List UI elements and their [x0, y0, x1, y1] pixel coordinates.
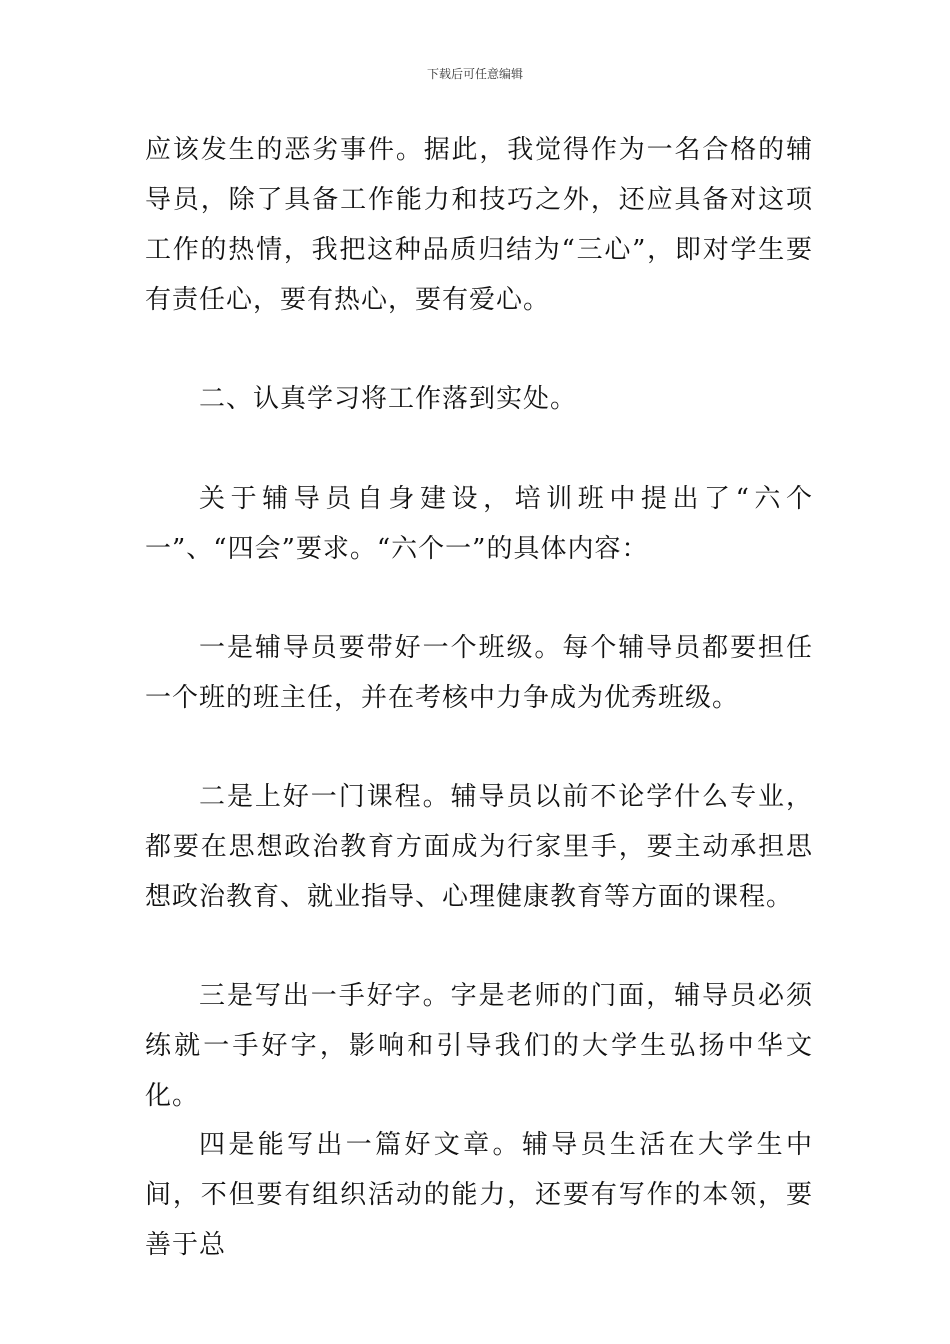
- paragraph-3: 关于辅导员自身建设，培训班中提出了“六个一”、“四会”要求。“六个一”的具体内容：: [145, 484, 813, 564]
- page-header: 下载后可任意编辑: [426, 67, 523, 81]
- paragraph-1: 应该发生的恶劣事件。据此，我觉得作为一名合格的辅导员，除了具备工作能力和技巧之外，还应具备对这项工作的热情，我把这种品质归结为“三心”，即对学生要有责任心，要有热心，要有爱心。: [145, 135, 813, 315]
- section-heading: 二、认真学习将工作落到实处。: [199, 384, 578, 414]
- paragraph-6: 三是写出一手好字。字是老师的门面，辅导员必须练就一手好字，影响和引导我们的大学生弘扬中华文化。: [145, 981, 813, 1111]
- paragraph-4: 一是辅导员要带好一个班级。每个辅导员都要担任一个班的班主任，并在考核中力争成为优秀班级。: [145, 633, 813, 713]
- paragraph-7: 四是能写出一篇好文章。辅导员生活在大学生中间，不但要有组织活动的能力，还要有写作的本领，要善于总: [145, 1130, 813, 1260]
- paragraph-5: 二是上好一门课程。辅导员以前不论学什么专业，都要在思想政治教育方面成为行家里手，要主动承担思想政治教育、就业指导、心理健康教育等方面的课程。: [145, 782, 813, 912]
